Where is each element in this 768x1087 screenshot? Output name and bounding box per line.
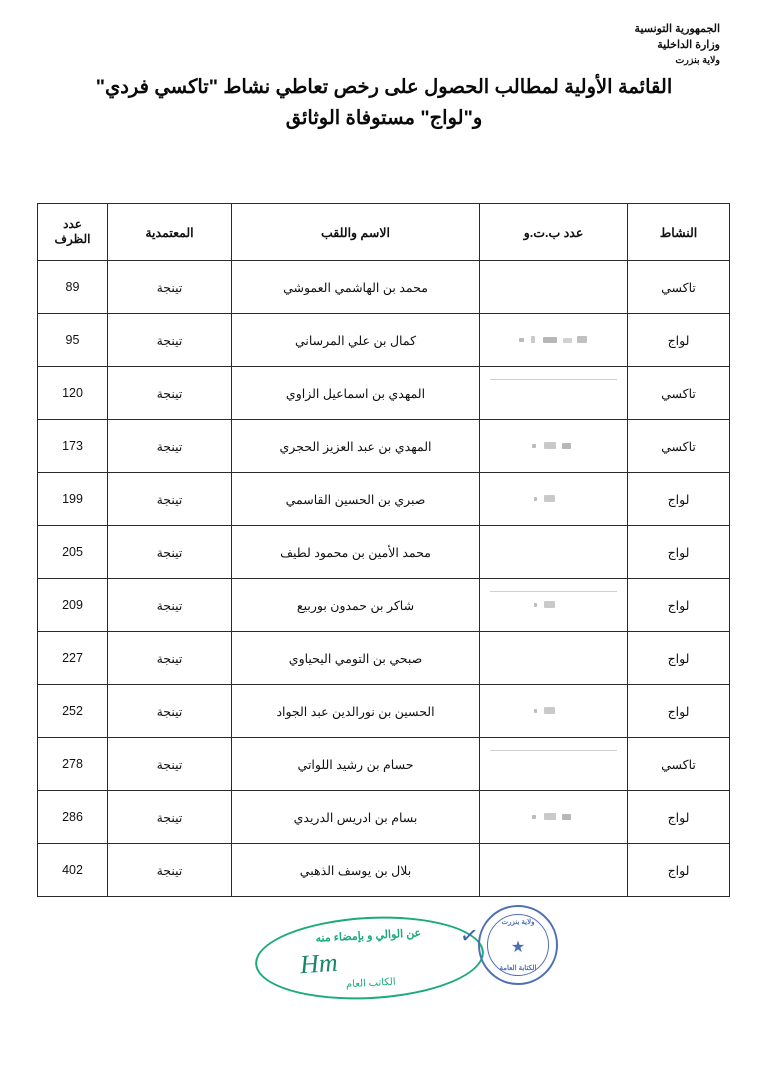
cell-municipality: تينجة — [108, 473, 232, 526]
handwritten-mark — [532, 493, 576, 505]
handwritten-mark — [528, 440, 580, 452]
cell-docs — [480, 473, 628, 526]
page-title — [0, 72, 768, 134]
cell-municipality: تينجة — [108, 420, 232, 473]
cell-activity: لواج — [628, 473, 730, 526]
cell-municipality: تينجة — [108, 632, 232, 685]
cell-docs — [480, 632, 628, 685]
cell-name: بلال بن يوسف الذهبي — [232, 844, 480, 897]
cell-municipality: تينجة — [108, 314, 232, 367]
table-row — [38, 473, 730, 526]
oval-stamp-top-text: عن الوالي و بإمضاء منه — [315, 927, 422, 945]
page-title-line-2: و"لواج" مستوفاة الوثائق — [285, 107, 483, 130]
cell-envelope: 252 — [38, 685, 108, 738]
cell-name: شاكر بن حمدون بوربيع — [232, 579, 480, 632]
cell-municipality: تينجة — [108, 738, 232, 791]
cell-envelope: 278 — [38, 738, 108, 791]
column-header-envelope-line-2: الظرف — [54, 232, 91, 246]
column-header-envelope — [38, 204, 108, 261]
scan-artifact — [490, 379, 617, 380]
cell-docs — [480, 367, 628, 420]
table-row — [38, 685, 730, 738]
column-header-municipality: المعتمدية — [108, 204, 232, 261]
cell-name: محمد الأمين بن محمود لطيف — [232, 526, 480, 579]
cell-docs — [480, 738, 628, 791]
applicants-table-wrapper — [38, 203, 730, 897]
cell-activity: تاكسي — [628, 420, 730, 473]
cell-activity: لواج — [628, 844, 730, 897]
table-row — [38, 526, 730, 579]
oval-stamp-bottom-text: الكاتب العام — [345, 976, 396, 991]
cell-activity: لواج — [628, 632, 730, 685]
column-header-envelope-line-1: عدد — [63, 217, 82, 231]
check-icon: ✓ — [458, 921, 481, 950]
cell-activity: تاكسي — [628, 261, 730, 314]
scan-artifact — [490, 750, 617, 751]
applicants-table-body — [38, 261, 730, 897]
handwritten-mark — [517, 334, 591, 346]
cell-docs — [480, 791, 628, 844]
cell-envelope: 95 — [38, 314, 108, 367]
table-row — [38, 420, 730, 473]
table-row — [38, 632, 730, 685]
cell-name: صبري بن الحسين القاسمي — [232, 473, 480, 526]
cell-activity: تاكسي — [628, 367, 730, 420]
table-row — [38, 738, 730, 791]
table-header-row — [38, 204, 730, 261]
signature-area — [0, 905, 768, 1025]
table-row — [38, 261, 730, 314]
applicants-table — [37, 203, 730, 897]
cell-name: محمد بن الهاشمي العموشي — [232, 261, 480, 314]
round-stamp-emblem-icon: ★ — [510, 939, 526, 956]
cell-docs — [480, 844, 628, 897]
handwritten-signature: Hm — [298, 947, 339, 980]
cell-municipality: تينجة — [108, 579, 232, 632]
cell-envelope: 402 — [38, 844, 108, 897]
column-header-name: الاسم واللقب — [232, 204, 480, 261]
cell-envelope: 173 — [38, 420, 108, 473]
cell-municipality: تينجة — [108, 367, 232, 420]
column-header-activity: النشاط — [628, 204, 730, 261]
cell-municipality: تينجة — [108, 261, 232, 314]
cell-envelope: 89 — [38, 261, 108, 314]
cell-envelope: 286 — [38, 791, 108, 844]
letterhead-governorate: ولاية بنزرت — [675, 54, 720, 66]
letterhead-country: الجمهورية التونسية — [634, 23, 720, 35]
table-row — [38, 791, 730, 844]
cell-envelope: 209 — [38, 579, 108, 632]
cell-activity: تاكسي — [628, 738, 730, 791]
letterhead — [635, 22, 720, 68]
cell-envelope: 120 — [38, 367, 108, 420]
cell-envelope: 227 — [38, 632, 108, 685]
page-title-line-1: القائمة الأولية لمطالب الحصول على رخص تعاطي نشاط "تاكسي فردي" — [95, 76, 673, 98]
oval-stamp — [253, 911, 486, 1005]
round-stamp-bottom-text: الكتابة العامة — [499, 965, 537, 972]
table-row — [38, 579, 730, 632]
table-row — [38, 844, 730, 897]
cell-name: المهدي بن عبد العزيز الحجري — [232, 420, 480, 473]
cell-envelope: 205 — [38, 526, 108, 579]
round-stamp — [478, 905, 558, 985]
cell-activity: لواج — [628, 526, 730, 579]
cell-municipality: تينجة — [108, 791, 232, 844]
cell-activity: لواج — [628, 791, 730, 844]
cell-name: المهدي بن اسماعيل الزاوي — [232, 367, 480, 420]
cell-docs — [480, 579, 628, 632]
column-header-docs: عدد ب.ت.و — [480, 204, 628, 261]
cell-municipality: تينجة — [108, 526, 232, 579]
cell-activity: لواج — [628, 579, 730, 632]
cell-activity: لواج — [628, 314, 730, 367]
handwritten-mark — [532, 705, 576, 717]
cell-docs — [480, 526, 628, 579]
cell-name: صبحي بن التومي اليحياوي — [232, 632, 480, 685]
cell-municipality: تينجة — [108, 685, 232, 738]
table-row — [38, 314, 730, 367]
letterhead-ministry: وزارة الداخلية — [657, 38, 720, 51]
cell-name: الحسين بن نورالدين عبد الجواد — [232, 685, 480, 738]
cell-docs — [480, 314, 628, 367]
table-row — [38, 367, 730, 420]
cell-docs — [480, 261, 628, 314]
cell-activity: لواج — [628, 685, 730, 738]
cell-name: حسام بن رشيد اللواتي — [232, 738, 480, 791]
cell-envelope: 199 — [38, 473, 108, 526]
cell-docs — [480, 420, 628, 473]
scan-artifact — [490, 591, 617, 592]
cell-municipality: تينجة — [108, 844, 232, 897]
handwritten-mark — [532, 599, 576, 611]
cell-docs — [480, 685, 628, 738]
handwritten-mark — [528, 811, 580, 823]
cell-name: كمال بن علي المرساني — [232, 314, 480, 367]
cell-name: بسام بن ادريس الدريدي — [232, 791, 480, 844]
round-stamp-top-text: ولاية بنزرت — [501, 919, 535, 926]
